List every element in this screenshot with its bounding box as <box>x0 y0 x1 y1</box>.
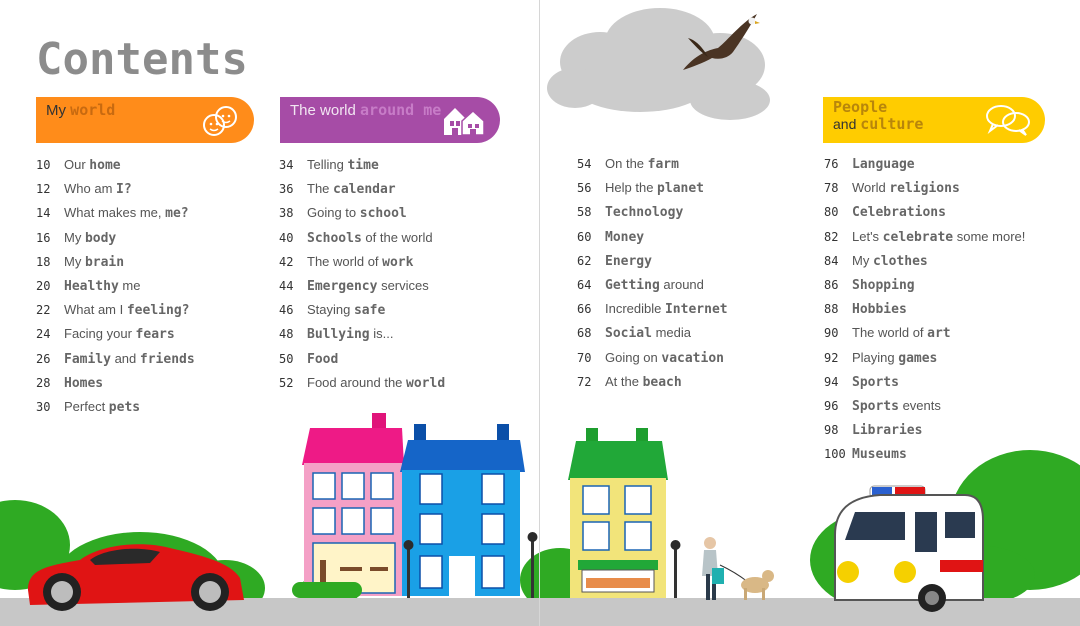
toc-page-number: 46 <box>279 303 294 318</box>
toc-title-emphasis: school <box>359 206 407 222</box>
toc-entry-title <box>64 302 189 318</box>
toc-title-emphasis: beach <box>642 374 682 390</box>
toc-page-number: 52 <box>279 375 294 390</box>
ambulance-illustration <box>835 486 983 612</box>
toc-entry[interactable] <box>36 347 195 371</box>
toc-title-emphasis: games <box>898 350 938 366</box>
toc-entry[interactable] <box>577 370 728 394</box>
toc-title-text: What am I <box>64 302 127 318</box>
toc-title-text: me <box>118 278 141 294</box>
toc-page-number: 50 <box>279 351 294 366</box>
faces-icon <box>200 103 240 139</box>
toc-page-number: 96 <box>824 398 839 413</box>
toc-entry[interactable] <box>577 225 728 249</box>
toc-entry-title <box>64 399 140 415</box>
toc-entry[interactable] <box>577 152 728 176</box>
page-gutter <box>539 0 540 626</box>
toc-entry[interactable] <box>36 201 195 225</box>
toc-entry[interactable] <box>577 249 728 273</box>
toc-title-emphasis: planet <box>657 181 705 197</box>
toc-page-number: 72 <box>577 374 592 389</box>
toc-title-text: Staying <box>307 302 354 318</box>
toc-entry-title <box>64 254 124 270</box>
toc-title-text: The <box>307 181 334 197</box>
toc-title-text: On the <box>605 156 648 172</box>
toc-entry[interactable] <box>36 322 195 346</box>
toc-title-emphasis: Shopping <box>852 278 915 294</box>
toc-page-number: 62 <box>577 253 592 268</box>
toc-title-emphasis: Technology <box>605 205 684 221</box>
toc-entry-title <box>852 277 915 293</box>
toc-entry-title <box>64 230 116 246</box>
toc-entry-title <box>605 325 691 341</box>
toc-entry-title <box>64 181 132 197</box>
toc-page-number: 38 <box>279 206 294 221</box>
toc-title-text: is... <box>369 326 394 342</box>
toc-column-world-around-me <box>279 153 445 395</box>
toc-entry-title <box>852 398 941 414</box>
toc-title-emphasis: pets <box>108 399 141 415</box>
toc-column-my-world <box>36 153 195 419</box>
toc-entry[interactable] <box>824 225 1025 249</box>
toc-title-text: Our <box>64 157 90 173</box>
toc-title-emphasis: Social <box>605 326 652 342</box>
toc-title-text: My <box>852 252 873 268</box>
page-title: Contents <box>36 34 248 85</box>
toc-entry[interactable] <box>824 297 1025 321</box>
toc-entry[interactable] <box>824 249 1025 273</box>
toc-title-text: My <box>64 253 85 269</box>
toc-page-number: 66 <box>577 302 592 317</box>
toc-entry[interactable] <box>577 273 728 297</box>
toc-title-text: What makes me, <box>64 205 166 221</box>
toc-title-emphasis: Energy <box>605 253 652 269</box>
toc-entry-title <box>605 374 682 390</box>
toc-title-emphasis: body <box>84 230 117 246</box>
toc-page-number: 34 <box>279 158 294 173</box>
toc-page-number: 42 <box>279 254 294 269</box>
toc-title-emphasis: work <box>382 254 414 270</box>
toc-page-number: 26 <box>36 351 51 366</box>
toc-title-text: services <box>377 278 429 294</box>
banner-text-light: The world <box>290 102 361 119</box>
toc-entry[interactable] <box>279 250 445 274</box>
banner-text-bold: People <box>833 98 888 116</box>
toc-title-emphasis: me? <box>165 206 189 222</box>
toc-column-people-and-culture <box>824 152 1025 466</box>
toc-page-number: 36 <box>279 182 294 197</box>
toc-title-emphasis: religions <box>889 181 960 197</box>
toc-entry[interactable] <box>279 322 445 346</box>
toc-entry[interactable] <box>279 153 445 177</box>
toc-entry-title <box>307 205 407 221</box>
toc-title-text: The world of <box>307 253 383 269</box>
toc-entry[interactable] <box>577 297 728 321</box>
toc-entry-title <box>64 157 121 173</box>
toc-title-emphasis: Schools <box>307 230 362 246</box>
toc-title-emphasis: I? <box>116 182 132 198</box>
toc-entry[interactable] <box>824 346 1025 370</box>
toc-title-text: Telling <box>307 157 348 173</box>
toc-entry-title <box>605 229 644 245</box>
toc-entry[interactable] <box>279 226 445 250</box>
toc-title-text: Incredible <box>605 301 665 317</box>
toc-entry-title <box>605 204 683 220</box>
toc-entry-title <box>605 350 724 366</box>
toc-page-number: 30 <box>36 399 51 414</box>
toc-page-number: 48 <box>279 327 294 342</box>
section-banner-my-world <box>36 97 254 143</box>
toc-title-text: of the world <box>361 229 433 245</box>
toc-entry-title <box>307 157 379 173</box>
toc-title-text: Food around the <box>307 374 407 390</box>
toc-entry[interactable] <box>36 274 195 298</box>
toc-entry-title <box>852 229 1025 245</box>
toc-entry[interactable] <box>824 394 1025 418</box>
banner-text-light: My <box>46 102 71 119</box>
toc-title-text: My <box>64 229 85 245</box>
toc-entry[interactable] <box>279 298 445 322</box>
toc-page-number: 18 <box>36 254 51 269</box>
toc-entry-title <box>307 351 338 367</box>
toc-page-number: 98 <box>824 423 839 438</box>
toc-title-emphasis: calendar <box>333 182 396 198</box>
toc-entry[interactable] <box>824 273 1025 297</box>
toc-page-number: 14 <box>36 206 51 221</box>
toc-page-number: 100 <box>824 447 846 462</box>
toc-title-emphasis: fears <box>135 327 175 343</box>
toc-entry-title <box>64 375 103 391</box>
toc-page-number: 44 <box>279 279 294 294</box>
toc-entry-title <box>307 302 385 318</box>
toc-page-number: 64 <box>577 278 592 293</box>
toc-title-emphasis: Sports <box>852 398 899 414</box>
toc-title-emphasis: home <box>89 158 121 174</box>
toc-entry-title <box>605 156 679 172</box>
toc-title-emphasis: Healthy <box>64 279 119 295</box>
section-banner-people-and-culture <box>823 97 1045 143</box>
toc-title-emphasis: Money <box>605 229 645 245</box>
toc-page-number: 84 <box>824 253 839 268</box>
toc-title-emphasis: Libraries <box>852 423 923 439</box>
road-illustration <box>0 598 1080 626</box>
toc-title-text: Playing <box>852 349 899 365</box>
banner-text-bold: world <box>70 101 116 119</box>
toc-entry-title <box>852 325 951 341</box>
toc-entry-title <box>852 253 928 269</box>
toc-entry[interactable] <box>577 346 728 370</box>
yellow-shop-illustration <box>568 428 668 598</box>
toc-entry[interactable] <box>36 153 195 177</box>
toc-page-number: 82 <box>824 229 839 244</box>
toc-title-text: around <box>659 277 704 293</box>
person-walking-dog-illustration <box>702 537 774 600</box>
toc-entry[interactable] <box>577 200 728 224</box>
toc-title-emphasis: Emergency <box>307 279 378 295</box>
toc-page-number: 58 <box>577 205 592 220</box>
toc-title-emphasis: brain <box>84 254 125 270</box>
toc-title-emphasis: Museums <box>852 447 907 463</box>
toc-entry-title <box>852 350 937 366</box>
section-banner-world-around-me <box>280 97 500 143</box>
toc-page-number: 40 <box>279 230 294 245</box>
toc-page-number: 92 <box>824 350 839 365</box>
houses-icon <box>442 103 486 137</box>
toc-entry-title <box>852 156 915 172</box>
toc-entry[interactable] <box>824 321 1025 345</box>
toc-title-text: media <box>651 325 691 341</box>
speech-bubbles-icon <box>985 103 1031 137</box>
toc-title-emphasis: Homes <box>64 375 104 391</box>
toc-entry[interactable] <box>36 298 195 322</box>
toc-page-number: 56 <box>577 181 592 196</box>
toc-entry-title <box>307 254 413 270</box>
toc-entry[interactable] <box>279 347 445 371</box>
toc-entry[interactable] <box>36 371 195 395</box>
toc-title-text: Facing your <box>64 326 136 342</box>
toc-title-emphasis: feeling? <box>126 303 190 319</box>
toc-entry-title <box>64 205 189 221</box>
toc-entry-title <box>852 301 907 317</box>
toc-entry[interactable] <box>36 226 195 250</box>
toc-page-number: 16 <box>36 230 51 245</box>
toc-entry[interactable] <box>577 321 728 345</box>
toc-title-emphasis: Family <box>64 351 111 367</box>
toc-title-emphasis: Getting <box>605 278 660 294</box>
toc-entry[interactable] <box>824 418 1025 442</box>
toc-entry[interactable] <box>824 442 1025 466</box>
cloud-illustration <box>547 8 770 120</box>
toc-entry-title <box>852 180 960 196</box>
toc-title-emphasis: clothes <box>872 253 928 269</box>
toc-entry[interactable] <box>279 201 445 225</box>
toc-title-emphasis: Hobbies <box>852 302 907 318</box>
toc-title-emphasis: Food <box>307 351 339 367</box>
toc-title-emphasis: art <box>927 326 951 342</box>
toc-entry-title <box>64 351 195 367</box>
toc-page-number: 70 <box>577 350 592 365</box>
toc-entry[interactable] <box>36 250 195 274</box>
toc-entry-title <box>605 180 704 196</box>
toc-title-emphasis: Bullying <box>307 327 370 343</box>
toc-page-number: 88 <box>824 302 839 317</box>
toc-title-emphasis: time <box>347 158 379 174</box>
toc-title-text: At the <box>605 373 643 389</box>
toc-column-world-around-me-continued <box>577 152 728 394</box>
toc-page-number: 24 <box>36 327 51 342</box>
toc-title-emphasis: world <box>406 375 446 391</box>
toc-entry[interactable] <box>824 152 1025 176</box>
toc-title-text: Let's <box>852 228 883 244</box>
toc-title-text: Who am <box>64 181 117 197</box>
toc-page-number: 12 <box>36 182 51 197</box>
toc-title-emphasis: Internet <box>664 302 728 318</box>
toc-title-emphasis: vacation <box>661 350 724 366</box>
toc-title-emphasis: safe <box>353 303 386 319</box>
toc-title-text: events <box>898 397 941 413</box>
toc-title-text: some more! <box>953 228 1026 244</box>
toc-page-number: 10 <box>36 158 51 173</box>
toc-entry[interactable] <box>36 395 195 419</box>
toc-entry[interactable] <box>824 370 1025 394</box>
pink-house-illustration <box>302 413 404 596</box>
toc-entry-title <box>307 375 445 391</box>
toc-entry-title <box>307 278 429 294</box>
toc-entry-title <box>852 446 907 462</box>
toc-page-number: 22 <box>36 303 51 318</box>
toc-entry-title <box>605 277 704 293</box>
toc-title-text: Going on <box>605 349 662 365</box>
toc-entry-title <box>64 326 175 342</box>
toc-page-number: 68 <box>577 326 592 341</box>
toc-entry[interactable] <box>824 200 1025 224</box>
banner-text-bold: culture <box>860 115 924 133</box>
toc-entry[interactable] <box>279 371 445 395</box>
toc-page-number: 90 <box>824 326 839 341</box>
toc-entry-title <box>852 374 899 390</box>
toc-page-number: 76 <box>824 157 839 172</box>
toc-entry-title <box>307 230 433 246</box>
toc-entry[interactable] <box>824 176 1025 200</box>
toc-page-number: 60 <box>577 229 592 244</box>
toc-entry-title <box>307 326 393 342</box>
toc-entry-title <box>605 253 652 269</box>
toc-title-text: World <box>852 180 890 196</box>
toc-entry-title <box>852 422 922 438</box>
toc-title-emphasis: Language <box>852 157 915 173</box>
toc-title-text: and <box>110 350 140 366</box>
toc-page-number: 78 <box>824 181 839 196</box>
toc-entry[interactable] <box>36 177 195 201</box>
toc-title-emphasis: celebrate <box>882 229 954 245</box>
toc-title-emphasis: Sports <box>852 374 899 390</box>
toc-title-emphasis: Celebrations <box>852 205 946 221</box>
toc-entry-title <box>64 278 140 294</box>
toc-entry[interactable] <box>279 177 445 201</box>
toc-entry[interactable] <box>577 176 728 200</box>
toc-entry-title <box>307 181 396 197</box>
toc-title-emphasis: farm <box>647 157 679 173</box>
toc-page-number: 28 <box>36 375 51 390</box>
toc-title-text: Going to <box>307 205 360 221</box>
toc-page-number: 86 <box>824 278 839 293</box>
toc-entry[interactable] <box>279 274 445 298</box>
toc-page-number: 80 <box>824 205 839 220</box>
toc-entry-title <box>852 204 946 220</box>
banner-text-light: and <box>833 116 861 132</box>
toc-entry-title <box>605 301 728 317</box>
banner-text-bold: around me <box>360 101 442 119</box>
toc-title-text: Perfect <box>64 398 109 414</box>
toc-page-number: 54 <box>577 157 592 172</box>
toc-title-emphasis: friends <box>139 351 195 367</box>
toc-page-number: 94 <box>824 374 839 389</box>
toc-page-number: 20 <box>36 279 51 294</box>
toc-title-text: Help the <box>605 180 658 196</box>
toc-title-text: The world of <box>852 325 928 341</box>
